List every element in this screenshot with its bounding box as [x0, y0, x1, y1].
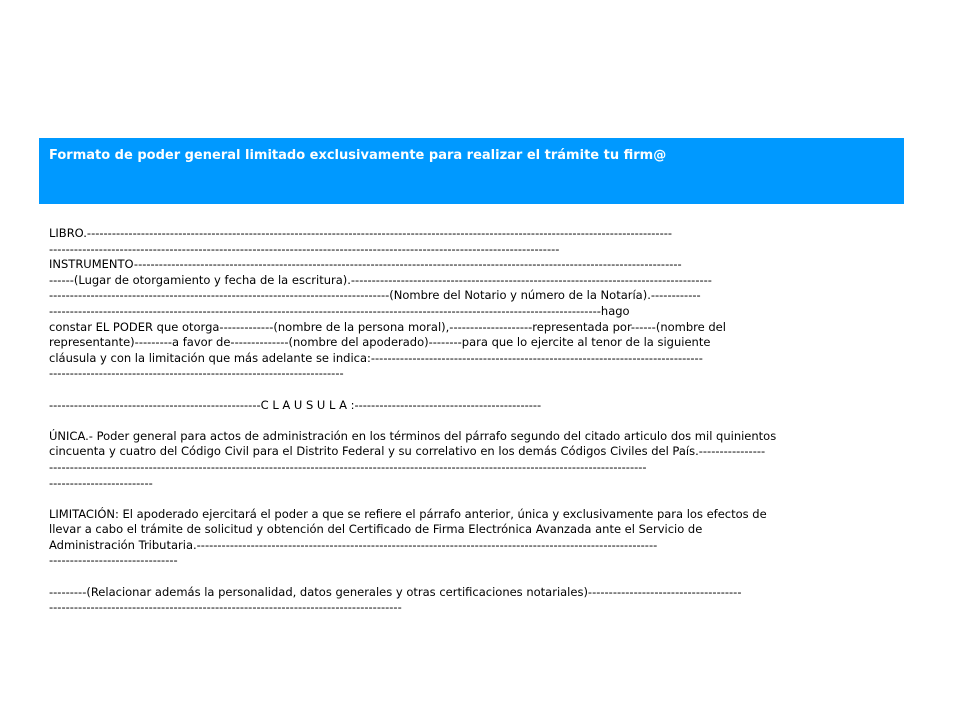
paragraph-line: cincuenta y cuatro del Código Civil para el Distrito Federal y su correlativo en los demás Códigos Civiles del País.---------------- — [49, 444, 766, 459]
limitacion-paragraph — [49, 507, 909, 569]
paragraph-line: ------------------------- — [49, 475, 153, 490]
paragraph-line: -------------------------------------------------------------------------------------------------------------------------------------hago — [49, 303, 630, 318]
paragraph-line: --------------------------------------------------------------------------------------------------------------------------- — [49, 241, 560, 256]
paragraph-line: ------(Lugar de otorgamiento y fecha de la escritura).--------------------------------------------------------------------------------------- — [49, 272, 712, 287]
paragraph-line: ----------------------------------------------------------------------------------(Nombre del Notario y número de la Notaría).------------ — [49, 288, 701, 303]
paragraph-line: ------------------------------------------------------------------------------------------------------------------------------------------------ — [49, 459, 647, 474]
paragraph-line: LIBRO.--------------------------------------------------------------------------------------------------------------------------------------------- — [49, 226, 673, 240]
paragraph-line: ÚNICA.- Poder general para actos de administración en los términos del párrafo segundo del citado articulo dos mil quinientos — [49, 428, 777, 443]
libro-paragraph — [49, 226, 909, 382]
paragraph-line: ---------(Relacionar además la personalidad, datos generales y otras certificaciones notariales)------------------------------------- — [49, 584, 742, 599]
clausula-heading: ---------------------------------------------------C L A U S U L A :--------------------------------------------- — [49, 397, 542, 412]
paragraph-line: LIMITACIÓN: El apoderado ejercitará el poder a que se refiere el párrafo anterior, única y exclusivamente para los efectos de — [49, 506, 767, 521]
relacionar-paragraph — [49, 585, 909, 616]
title-banner — [39, 138, 904, 204]
paragraph-line: Administración Tributaria.--------------------------------------------------------------------------------------------------------------- — [49, 537, 658, 552]
paragraph-line: INSTRUMENTO------------------------------------------------------------------------------------------------------------------------------------ — [49, 257, 682, 272]
paragraph-line: cláusula y con la limitación que más adelante se indica:-------------------------------------------------------------------------------- — [49, 350, 703, 365]
paragraph-line: ----------------------------------------------------------------------- — [49, 366, 344, 381]
paragraph-line: ------------------------------------------------------------------------------------- — [49, 600, 402, 615]
paragraph-line: representante)---------a favor de--------------(nombre del apoderado)--------para que lo ejercite al tenor de la siguiente — [49, 335, 711, 350]
unica-paragraph — [49, 429, 909, 491]
paragraph-line: ------------------------------- — [49, 553, 178, 568]
paragraph-line: llevar a cabo el trámite de solicitud y obtención del Certificado de Firma Electrónica Avanzada ante el Servicio de — [49, 522, 703, 537]
document-title: Formato de poder general limitado exclusivamente para realizar el trámite tu firm@ — [49, 148, 667, 163]
document-body — [49, 226, 909, 616]
paragraph-line: constar EL PODER que otorga-------------(nombre de la persona moral),--------------------representada por------(nombre del — [49, 319, 726, 334]
